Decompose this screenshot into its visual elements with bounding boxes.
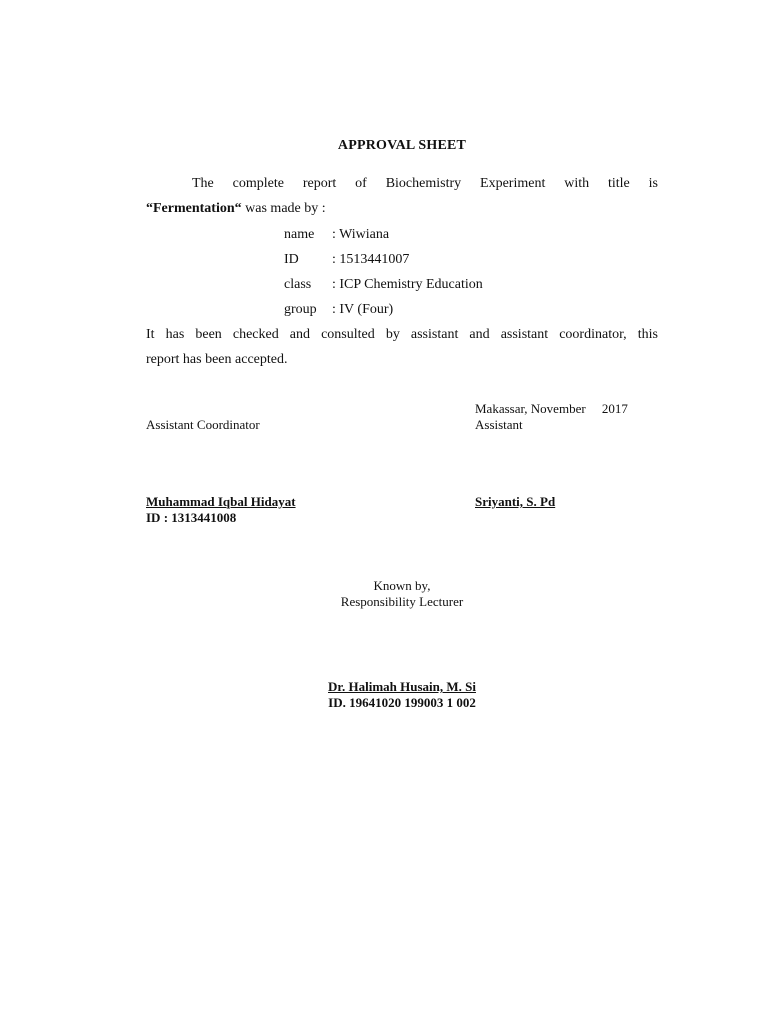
lecturer-name: Dr. Halimah Husain, M. Si — [328, 679, 476, 694]
statement-line-1: It has been checked and consulted by assistant and assistant coordinator, this — [146, 327, 658, 342]
left-signer-role: Assistant Coordinator — [146, 417, 260, 432]
field-group — [284, 297, 393, 322]
intro-line-1 — [146, 171, 658, 196]
intro-line-2 — [146, 196, 658, 221]
statement-line-2: report has been accepted. — [146, 352, 288, 367]
field-value: : Wiwiana — [332, 227, 390, 242]
intro-text-continued: was made by : — [241, 201, 326, 216]
field-label: name — [284, 227, 315, 242]
left-signer-id: ID : 1313441008 — [146, 510, 237, 525]
field-value: : ICP Chemistry Education — [332, 277, 483, 292]
lecturer-id: ID. 19641020 199003 1 002 — [328, 695, 476, 710]
field-label: ID — [284, 252, 299, 267]
known-by-label: Known by, — [373, 578, 431, 593]
field-label: class — [284, 277, 312, 292]
experiment-title: “Fermentation“ — [146, 201, 242, 216]
field-name — [284, 222, 389, 247]
field-label: group — [284, 302, 317, 317]
field-value: : 1513441007 — [332, 252, 410, 267]
page-title: APPROVAL SHEET — [337, 138, 467, 153]
place-date: Makassar, November 2017 — [475, 401, 628, 416]
left-signer-name: Muhammad Iqbal Hidayat — [146, 494, 296, 509]
intro-text: The complete report of Biochemistry Experiment with title is — [192, 176, 658, 191]
right-signer-name: Sriyanti, S. Pd — [475, 494, 556, 509]
field-class — [284, 272, 483, 297]
field-id — [284, 247, 409, 272]
right-signer-role: Assistant — [475, 417, 523, 432]
lecturer-role: Responsibility Lecturer — [340, 594, 464, 609]
lecturer-name-line — [0, 679, 768, 695]
field-value: : IV (Four) — [332, 302, 394, 317]
